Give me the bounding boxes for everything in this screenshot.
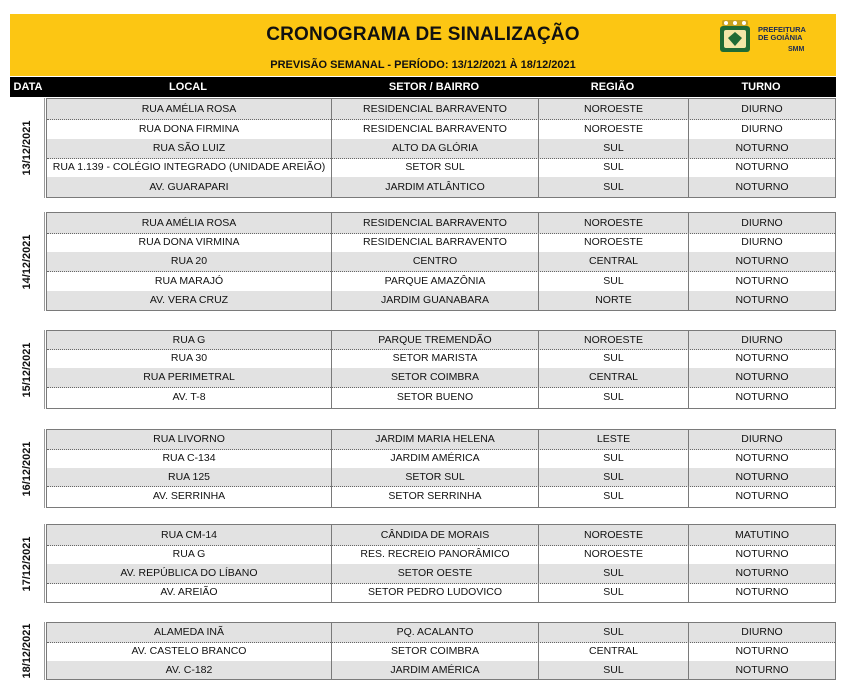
table-row bbox=[47, 486, 835, 507]
cell-turno: DIURNO bbox=[741, 123, 783, 135]
cell-regiao: NOROESTE bbox=[584, 217, 643, 229]
cell-local: AV. REPÚBLICA DO LÍBANO bbox=[120, 567, 258, 579]
day-group bbox=[10, 622, 836, 680]
column-divider bbox=[688, 213, 689, 310]
cell-turno: MATUTINO bbox=[734, 529, 790, 541]
cell-setor: CENTRO bbox=[412, 255, 458, 267]
column-divider bbox=[538, 525, 539, 602]
cell-local: RUA 30 bbox=[170, 352, 208, 364]
column-divider bbox=[331, 213, 332, 310]
cell-local: AV. SERRINHA bbox=[152, 490, 226, 502]
col-data: DATA bbox=[13, 81, 43, 93]
cell-setor: SETOR SUL bbox=[405, 161, 465, 173]
table-row bbox=[47, 177, 835, 197]
date-label: 13/12/2021 bbox=[21, 120, 33, 176]
date-cell bbox=[10, 429, 45, 508]
col-setor: SETOR / BAIRRO bbox=[388, 81, 480, 93]
table-row bbox=[47, 387, 835, 408]
cell-local: RUA 20 bbox=[170, 255, 208, 267]
cell-local: AV. GUARAPARI bbox=[149, 181, 229, 193]
cell-setor: RESIDENCIAL BARRAVENTO bbox=[363, 103, 507, 115]
day-group bbox=[10, 429, 836, 508]
day-table bbox=[46, 212, 836, 311]
table-row bbox=[47, 158, 835, 178]
cell-local: RUA 125 bbox=[167, 471, 211, 483]
cell-regiao: SUL bbox=[603, 181, 624, 193]
date-label: 14/12/2021 bbox=[21, 233, 33, 290]
cell-regiao: SUL bbox=[603, 391, 624, 403]
cell-regiao: SUL bbox=[603, 626, 624, 638]
cell-setor: PQ. ACALANTO bbox=[396, 626, 474, 638]
cell-setor: SETOR COIMBRA bbox=[391, 645, 479, 657]
logo-line1: PREFEITURA bbox=[758, 25, 806, 34]
cell-setor: JARDIM GUANABARA bbox=[381, 294, 489, 306]
table-row bbox=[47, 119, 835, 140]
cell-setor: SETOR PEDRO LUDOVICO bbox=[368, 586, 502, 598]
cell-turno: NOTURNO bbox=[735, 586, 789, 598]
cell-turno: DIURNO bbox=[741, 103, 783, 115]
cell-regiao: NOROESTE bbox=[584, 529, 643, 541]
column-divider bbox=[688, 331, 689, 408]
date-label: 15/12/2021 bbox=[21, 341, 33, 398]
table-row bbox=[47, 468, 835, 487]
cell-regiao: SUL bbox=[603, 161, 624, 173]
table-row bbox=[47, 252, 835, 272]
cell-regiao: NOROESTE bbox=[584, 236, 643, 248]
prefeitura-logo bbox=[714, 18, 832, 56]
table-row bbox=[47, 564, 835, 584]
cell-setor: RESIDENCIAL BARRAVENTO bbox=[363, 236, 507, 248]
column-divider bbox=[538, 331, 539, 408]
cell-local: AV. CASTELO BRANCO bbox=[131, 645, 247, 657]
cell-regiao: SUL bbox=[603, 490, 624, 502]
cell-local: RUA DONA VIRMINA bbox=[138, 236, 240, 248]
table-row bbox=[47, 291, 835, 310]
day-table bbox=[46, 330, 836, 409]
day-group bbox=[10, 524, 836, 603]
logo-smm: SMM bbox=[788, 46, 805, 53]
cell-regiao: SUL bbox=[603, 586, 624, 598]
column-divider bbox=[331, 99, 332, 197]
cell-local: RUA LIVORNO bbox=[153, 433, 225, 445]
column-header-row bbox=[10, 77, 836, 97]
cell-regiao: SUL bbox=[603, 452, 624, 464]
cell-regiao: SUL bbox=[603, 471, 624, 483]
table-row bbox=[47, 368, 835, 388]
cell-turno: NOTURNO bbox=[735, 181, 789, 193]
period-subtitle: PREVISÃO SEMANAL - PERÍODO: 13/12/2021 À 18/12/2021 bbox=[270, 59, 576, 71]
date-label: 17/12/2021 bbox=[21, 535, 33, 592]
day-table bbox=[46, 622, 836, 680]
cell-regiao: SUL bbox=[603, 352, 624, 364]
page-title: CRONOGRAMA DE SINALIZAÇÃO bbox=[266, 24, 580, 45]
cell-local: RUA DONA FIRMINA bbox=[138, 123, 240, 135]
cell-local: RUA SÃO LUIZ bbox=[152, 142, 226, 154]
cell-turno: NOTURNO bbox=[735, 645, 789, 657]
cell-local: RUA AMÉLIA ROSA bbox=[141, 217, 237, 229]
date-cell bbox=[10, 212, 45, 311]
cell-turno: NOTURNO bbox=[735, 391, 789, 403]
cell-turno: NOTURNO bbox=[735, 490, 789, 502]
cell-turno: NOTURNO bbox=[735, 371, 789, 383]
cell-turno: NOTURNO bbox=[735, 471, 789, 483]
cell-regiao: NORTE bbox=[595, 294, 632, 306]
cell-setor: PARQUE AMAZÔNIA bbox=[384, 275, 486, 287]
date-cell bbox=[10, 98, 45, 198]
cell-setor: CÂNDIDA DE MORAIS bbox=[380, 529, 490, 541]
table-row bbox=[47, 583, 835, 602]
cell-turno: NOTURNO bbox=[735, 548, 789, 560]
cell-setor: RESIDENCIAL BARRAVENTO bbox=[363, 217, 507, 229]
day-group bbox=[10, 212, 836, 311]
column-divider bbox=[688, 525, 689, 602]
column-divider bbox=[331, 430, 332, 507]
cell-turno: NOTURNO bbox=[735, 142, 789, 154]
cell-setor: ALTO DA GLÓRIA bbox=[392, 142, 478, 154]
column-divider bbox=[331, 331, 332, 408]
city-seal-icon bbox=[714, 18, 758, 56]
column-divider bbox=[538, 213, 539, 310]
cell-turno: NOTURNO bbox=[735, 352, 789, 364]
cell-setor: SETOR SUL bbox=[405, 471, 465, 483]
table-row bbox=[47, 642, 835, 662]
cell-turno: DIURNO bbox=[741, 217, 783, 229]
date-cell bbox=[10, 524, 45, 603]
table-row bbox=[47, 623, 835, 643]
column-divider bbox=[331, 525, 332, 602]
cell-turno: DIURNO bbox=[741, 334, 783, 346]
logo-text bbox=[758, 26, 806, 42]
cell-setor: PARQUE TREMENDÃO bbox=[378, 334, 492, 346]
table-row bbox=[47, 661, 835, 679]
date-cell bbox=[10, 330, 45, 409]
table-row bbox=[47, 349, 835, 369]
day-table bbox=[46, 524, 836, 603]
cell-setor: JARDIM AMÉRICA bbox=[390, 664, 480, 676]
column-divider bbox=[538, 623, 539, 679]
cell-local: ALAMEDA INÃ bbox=[153, 626, 225, 638]
cell-local: RUA G bbox=[172, 334, 206, 346]
table-row bbox=[47, 430, 835, 450]
cell-setor: JARDIM ATLÂNTICO bbox=[385, 181, 485, 193]
cell-regiao: LESTE bbox=[596, 433, 631, 445]
cell-regiao: NOROESTE bbox=[584, 334, 643, 346]
cell-regiao: SUL bbox=[603, 567, 624, 579]
cell-local: RUA G bbox=[172, 548, 206, 560]
cell-turno: DIURNO bbox=[741, 626, 783, 638]
cell-local: RUA PERIMETRAL bbox=[143, 371, 235, 383]
cell-local: RUA 1.139 - COLÉGIO INTEGRADO (UNIDADE AREIÃO) bbox=[52, 161, 326, 173]
cell-setor: SETOR COIMBRA bbox=[391, 371, 479, 383]
column-divider bbox=[688, 430, 689, 507]
column-divider bbox=[688, 623, 689, 679]
column-divider bbox=[538, 430, 539, 507]
col-turno: TURNO bbox=[741, 81, 781, 93]
cell-turno: NOTURNO bbox=[735, 664, 789, 676]
day-table bbox=[46, 98, 836, 198]
cell-turno: NOTURNO bbox=[735, 255, 789, 267]
cell-local: AV. C-182 bbox=[165, 664, 213, 676]
col-local: LOCAL bbox=[169, 81, 207, 93]
cell-turno: NOTURNO bbox=[735, 275, 789, 287]
cell-setor: RES. RECREIO PANORÂMICO bbox=[360, 548, 510, 560]
cell-turno: DIURNO bbox=[741, 433, 783, 445]
cell-local: AV. VERA CRUZ bbox=[149, 294, 229, 306]
table-row bbox=[47, 213, 835, 234]
cell-regiao: SUL bbox=[603, 275, 624, 287]
cell-regiao: SUL bbox=[603, 664, 624, 676]
cell-regiao: NOROESTE bbox=[584, 103, 643, 115]
cell-regiao: NOROESTE bbox=[584, 123, 643, 135]
date-label: 16/12/2021 bbox=[21, 440, 33, 497]
cell-setor: SETOR BUENO bbox=[396, 391, 474, 403]
cell-turno: DIURNO bbox=[741, 236, 783, 248]
table-row bbox=[47, 139, 835, 159]
cell-setor: JARDIM AMÉRICA bbox=[390, 452, 480, 464]
cell-local: RUA C-134 bbox=[162, 452, 216, 464]
column-divider bbox=[538, 99, 539, 197]
cell-regiao: CENTRAL bbox=[588, 645, 638, 657]
table-row bbox=[47, 449, 835, 469]
table-row bbox=[47, 271, 835, 292]
cell-regiao: SUL bbox=[603, 142, 624, 154]
column-divider bbox=[331, 623, 332, 679]
cell-turno: NOTURNO bbox=[735, 161, 789, 173]
cell-local: AV. AREIÃO bbox=[160, 586, 218, 598]
cell-regiao: CENTRAL bbox=[588, 255, 638, 267]
day-table bbox=[46, 429, 836, 508]
table-row bbox=[47, 525, 835, 546]
header-banner bbox=[10, 14, 836, 76]
cell-turno: NOTURNO bbox=[735, 294, 789, 306]
table-row bbox=[47, 233, 835, 253]
cell-turno: NOTURNO bbox=[735, 452, 789, 464]
cell-setor: SETOR SERRINHA bbox=[388, 490, 482, 502]
day-group bbox=[10, 330, 836, 409]
cell-setor: SETOR OESTE bbox=[397, 567, 473, 579]
cell-local: AV. T-8 bbox=[172, 391, 206, 403]
table-row bbox=[47, 545, 835, 565]
col-regiao: REGIÃO bbox=[590, 81, 635, 93]
cell-local: RUA MARAJÓ bbox=[154, 275, 224, 287]
logo-line2: DE GOIÂNIA bbox=[758, 33, 803, 42]
day-group bbox=[10, 98, 836, 198]
cell-regiao: NOROESTE bbox=[584, 548, 643, 560]
table-row bbox=[47, 99, 835, 120]
date-cell bbox=[10, 622, 45, 680]
cell-setor: SETOR MARISTA bbox=[392, 352, 478, 364]
column-divider bbox=[688, 99, 689, 197]
table-row bbox=[47, 331, 835, 350]
cell-local: RUA AMÉLIA ROSA bbox=[141, 103, 237, 115]
cell-turno: NOTURNO bbox=[735, 567, 789, 579]
cell-regiao: CENTRAL bbox=[588, 371, 638, 383]
cell-setor: JARDIM MARIA HELENA bbox=[375, 433, 495, 445]
cell-setor: RESIDENCIAL BARRAVENTO bbox=[363, 123, 507, 135]
cell-local: RUA CM-14 bbox=[160, 529, 217, 541]
date-label: 18/12/2021 bbox=[21, 623, 33, 679]
